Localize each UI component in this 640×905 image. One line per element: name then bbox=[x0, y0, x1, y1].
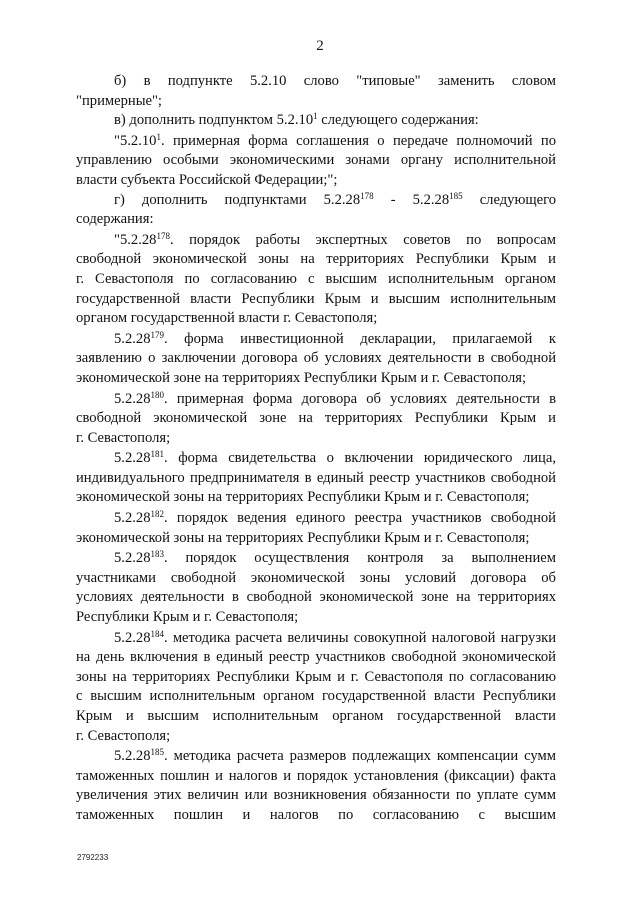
text-line: в) дополнить подпунктом 5.2.10$^1$ следующего содержания: bbox=[114, 111, 479, 129]
text-line: свободной экономической зоны на территориях Республики Крым и bbox=[76, 251, 556, 268]
text-line: Крым и высшим исполнительным органом государственной власти bbox=[76, 708, 556, 724]
text-line: заявлению о заключении договора об условиях деятельности в свободной bbox=[76, 350, 556, 367]
text-line: содержания: bbox=[76, 211, 154, 228]
text-line: власти субъекта Российской Федерации;"; bbox=[76, 171, 338, 188]
text-line: таможенных пошлин и налогов и порядок установления (фиксации) факта bbox=[76, 767, 556, 784]
text-line: 5.2.28$^{181}$. форма свидетельства о включении юридического лица, bbox=[114, 449, 556, 467]
text-line: с высшим исполнительным органом государственной власти Республики bbox=[76, 688, 556, 705]
document-body bbox=[76, 72, 556, 826]
text-line: экономической зоны на территориях Республики Крым и г. Севастополя; bbox=[76, 489, 530, 506]
text-line: 5.2.28$^{184}$. методика расчета величины совокупной налоговой нагрузки bbox=[114, 628, 556, 646]
text-line: "5.2.10$^1$. примерная форма соглашения о передаче полномочий по bbox=[114, 131, 556, 149]
page-number: 2 bbox=[316, 38, 324, 54]
text-line: 5.2.28$^{180}$. примерная форма договора об условиях деятельности в bbox=[114, 389, 556, 407]
text-line: управлению особыми экономическими зонами органу исполнительной bbox=[76, 152, 556, 169]
text-line: экономической зоне на территориях Республики Крым и г. Севастополя; bbox=[76, 369, 527, 386]
text-line: условиях деятельности в свободной экономической зоне на территориях bbox=[76, 589, 556, 606]
text-line: увеличения этих величин или возникновения обязанности по уплате сумм bbox=[76, 787, 556, 804]
text-line: 5.2.28$^{179}$. форма инвестиционной декларации, прилагаемой к bbox=[114, 329, 556, 347]
text-line: 5.2.28$^{185}$. методика расчета размеров подлежащих компенсации сумм bbox=[114, 747, 556, 765]
text-line: "5.2.28$^{178}$. порядок работы экспертных советов по вопросам bbox=[114, 230, 556, 248]
text-line: г. Севастополя; bbox=[76, 727, 171, 744]
text-line: Республики Крым и г. Севастополя; bbox=[76, 609, 299, 626]
text-line: г) дополнить подпунктами 5.2.28$^{178}$ - 5.2.28$^{185}$ следующего bbox=[114, 190, 556, 208]
text-line: 5.2.28$^{182}$. порядок ведения единого реестра участников свободной bbox=[114, 509, 556, 527]
text-line: экономической зоны на территориях Республики Крым и г. Севастополя; bbox=[76, 529, 530, 546]
text-line: зоны на территориях Республики Крым и г. Севастополя по согласованию bbox=[76, 668, 556, 685]
document-code: 2792233 bbox=[77, 853, 109, 862]
text-line: государственной власти Республики Крым и высшим исполнительным bbox=[76, 290, 556, 307]
text-line: 5.2.28$^{183}$. порядок осуществления контроля за выполнением bbox=[114, 549, 556, 567]
text-line: таможенных пошлин и налогов по согласованию с высшим bbox=[76, 806, 556, 823]
text-line: "примерные"; bbox=[76, 92, 162, 109]
text-line: индивидуального предпринимателя в единый реестр участников свободной bbox=[76, 469, 556, 486]
text-line: участниками свободной экономической зоны условий договора об bbox=[76, 569, 556, 586]
text-line: свободной экономической зоне на территориях Республики Крым и bbox=[76, 410, 556, 427]
text-line: г. Севастополя по согласованию с высшим исполнительным органом bbox=[76, 270, 556, 287]
text-line: б) в подпункте 5.2.10 слово "типовые" заменить словом bbox=[114, 73, 556, 89]
text-line: на день включения в единый реестр участников свободной экономической bbox=[76, 649, 556, 666]
text-line: органом государственной власти г. Севастополя; bbox=[76, 310, 378, 327]
text-line: г. Севастополя; bbox=[76, 429, 171, 446]
